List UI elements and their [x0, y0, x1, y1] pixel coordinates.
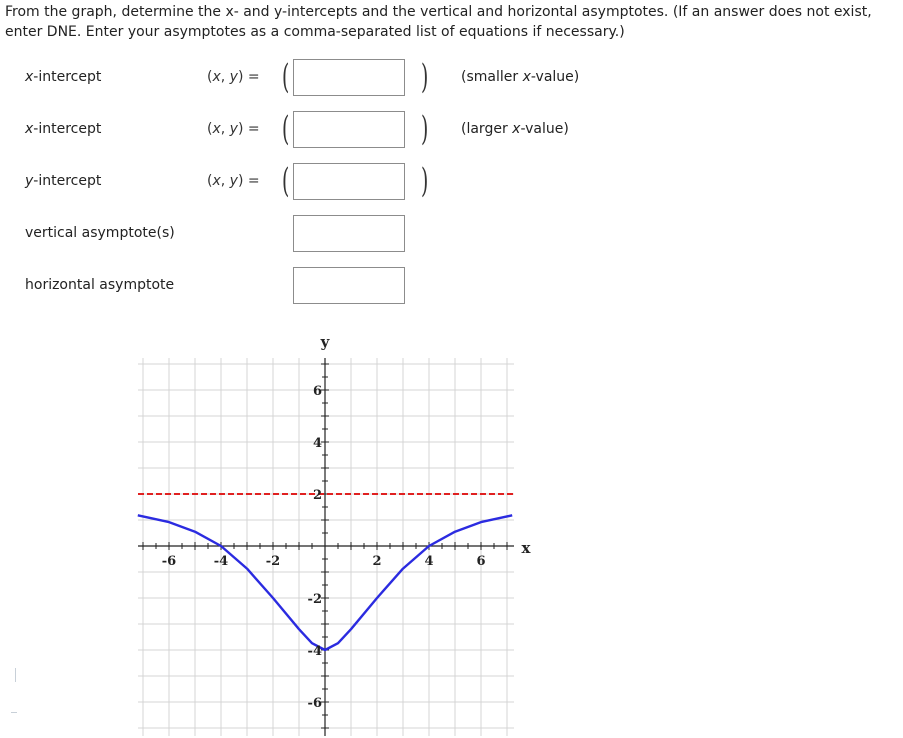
close-paren: ): [420, 57, 429, 97]
row-label: horizontal asymptote: [25, 277, 175, 293]
x-intercept-smaller-input[interactable]: [293, 59, 405, 96]
y-tick-label: -4: [307, 644, 322, 659]
row-y-intercept: [0, 162, 903, 202]
function-graph: [130, 330, 540, 738]
open-paren: (: [281, 57, 290, 97]
row-note: (smaller x-value): [461, 69, 580, 85]
close-paren: ): [420, 109, 429, 149]
row-vertical-asymptotes: [0, 214, 903, 254]
instructions-text: From the graph, determine the x- and y-intercepts and the vertical and horizontal asymptotes. (If an answer does not exist, enter DNE. Enter your asymptotes as a comma-separated list of equations if necessary.): [5, 4, 872, 40]
row-x-intercept-larger: [0, 110, 903, 150]
x-intercept-larger-input[interactable]: [293, 111, 405, 148]
x-tick-label: -6: [161, 554, 177, 569]
y-tick-label: 4: [312, 436, 322, 451]
x-tick-label: -2: [265, 554, 281, 569]
grid: [138, 358, 514, 736]
coord-label: (x, y) =: [207, 173, 260, 189]
divider-mark: [15, 668, 16, 682]
y-tick-label: -6: [307, 696, 322, 711]
row-horizontal-asymptote: [0, 266, 903, 306]
open-paren: (: [281, 161, 290, 201]
open-paren: (: [281, 109, 290, 149]
row-label: vertical asymptote(s): [25, 225, 175, 241]
y-tick-label: -2: [307, 592, 322, 607]
y-tick-label: 6: [312, 384, 322, 399]
x-tick-label: 2: [372, 554, 382, 569]
vertical-asymptotes-input[interactable]: [293, 215, 405, 252]
x-tick-label: 4: [424, 554, 434, 569]
y-axis-label: y: [320, 333, 330, 351]
coord-label: (x, y) =: [207, 121, 260, 137]
x-axis-label: x: [521, 539, 531, 557]
row-x-intercept-smaller: [0, 58, 903, 98]
row-label: x-intercept: [25, 69, 102, 85]
y-intercept-input[interactable]: [293, 163, 405, 200]
y-tick-label: 2: [312, 488, 322, 503]
row-label: y-intercept: [25, 173, 102, 189]
x-tick-label: -4: [213, 554, 229, 569]
horizontal-asymptote-input[interactable]: [293, 267, 405, 304]
row-label: x-intercept: [25, 121, 102, 137]
x-tick-label: 6: [476, 554, 486, 569]
divider-mark: [11, 712, 17, 713]
coord-label: (x, y) =: [207, 69, 260, 85]
close-paren: ): [420, 161, 429, 201]
axes: [138, 358, 514, 736]
row-note: (larger x-value): [461, 121, 569, 137]
